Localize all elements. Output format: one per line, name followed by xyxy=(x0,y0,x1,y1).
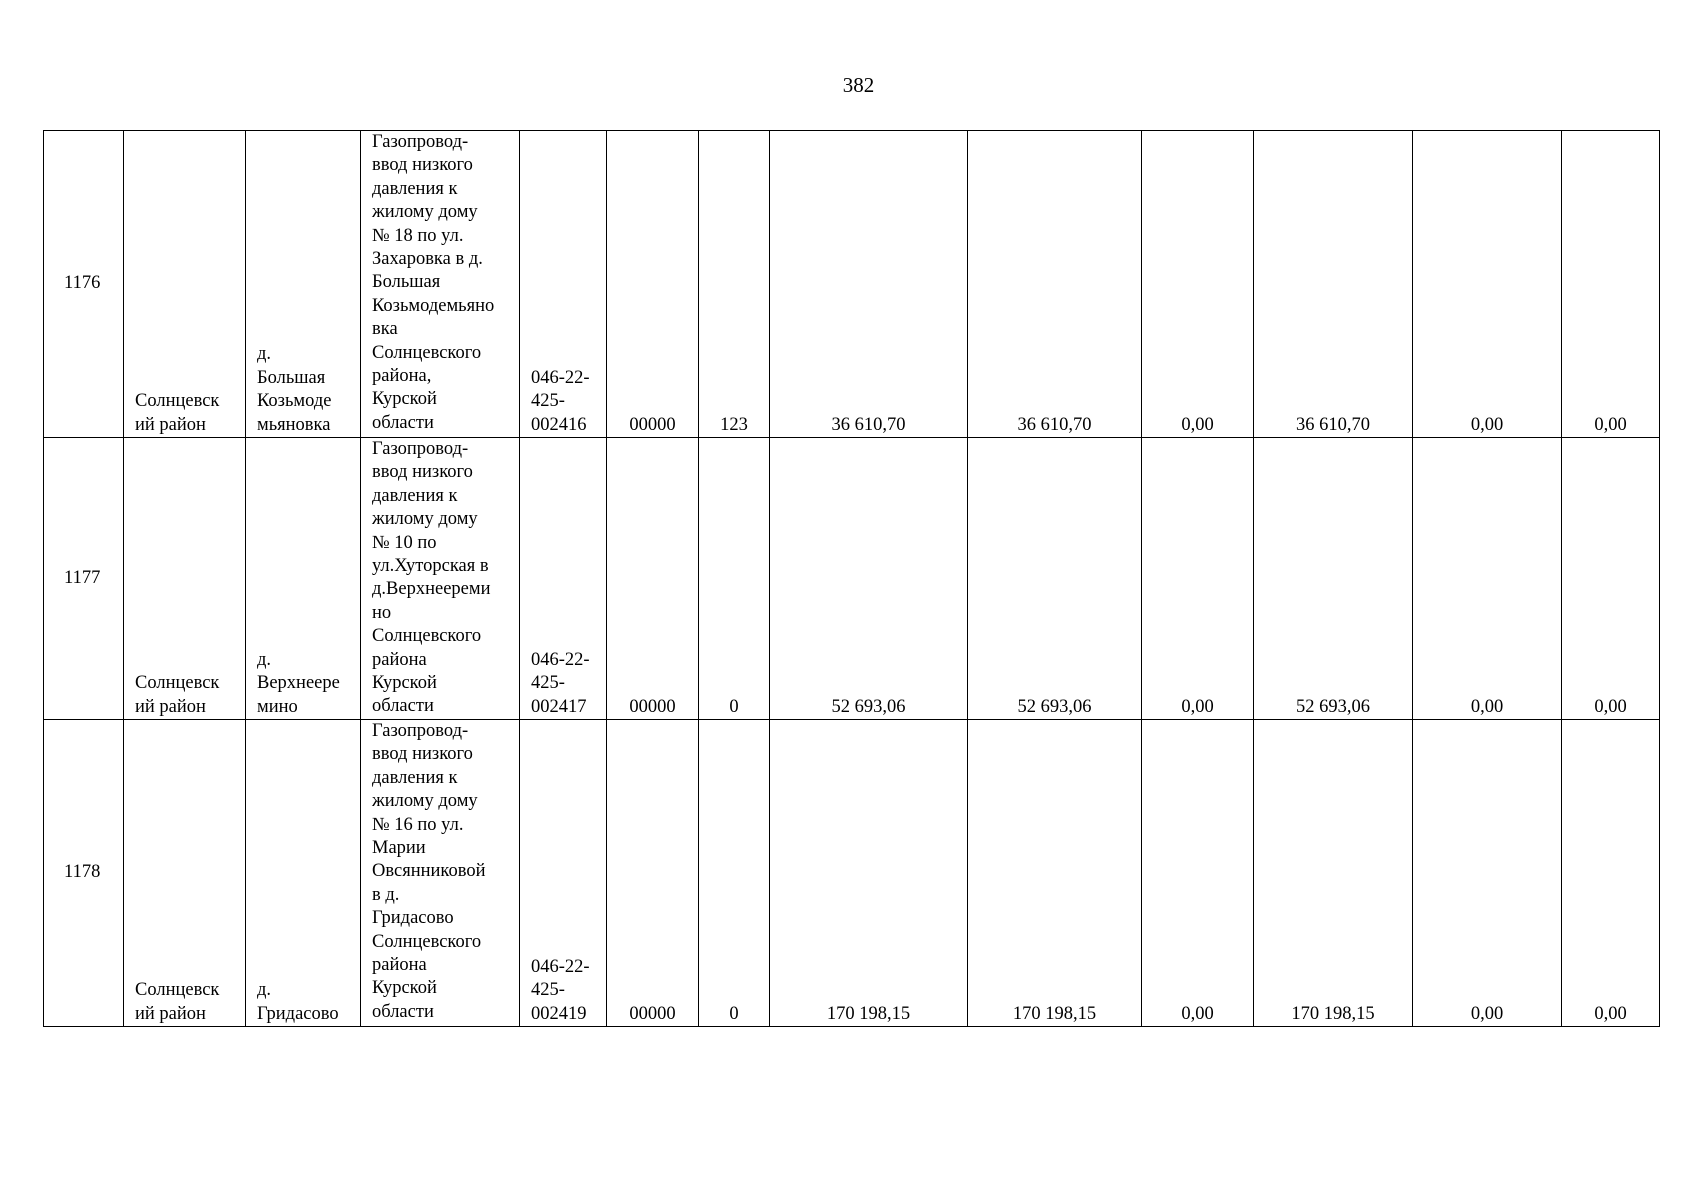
settlement-cell: д. Большая Козьмоде мьяновка xyxy=(246,131,361,438)
row-number: 1176 xyxy=(44,131,124,438)
table-row xyxy=(44,720,1660,1027)
quantity-cell: 0 xyxy=(699,438,770,720)
value-cell: 0,00 xyxy=(1142,131,1254,438)
code-cell: 00000 xyxy=(607,720,699,1027)
district-cell: Солнцевск ий район xyxy=(124,438,246,720)
object-description-cell: Газопровод- ввод низкого давления к жилому дому № 10 по ул.Хуторская в д.Верхнеереми но Солнцевского района Курской области xyxy=(361,438,520,720)
settlement-cell: д. Верхнеере мино xyxy=(246,438,361,720)
value-cell: 36 610,70 xyxy=(968,131,1142,438)
object-description-cell: Газопровод- ввод низкого давления к жилому дому № 16 по ул. Марии Овсянниковой в д. Гридасово Солнцевского района Курской области xyxy=(361,720,520,1027)
page-number: 382 xyxy=(842,73,875,97)
value-cell: 0,00 xyxy=(1142,438,1254,720)
value-cell: 170 198,15 xyxy=(968,720,1142,1027)
registry-code-cell: 046-22- 425- 002417 xyxy=(520,438,607,720)
value-cell: 52 693,06 xyxy=(770,438,968,720)
property-register-table xyxy=(43,130,1660,1027)
value-cell: 0,00 xyxy=(1142,720,1254,1027)
object-description-cell: Газопровод- ввод низкого давления к жилому дому № 18 по ул. Захаровка в д. Большая Козьмодемьяно вка Солнцевского района, Курской области xyxy=(361,131,520,438)
registry-code-cell: 046-22- 425- 002419 xyxy=(520,720,607,1027)
table-row xyxy=(44,438,1660,720)
code-cell: 00000 xyxy=(607,438,699,720)
district-cell: Солнцевск ий район xyxy=(124,131,246,438)
value-cell: 0,00 xyxy=(1413,438,1562,720)
value-cell: 0,00 xyxy=(1562,131,1660,438)
value-cell: 52 693,06 xyxy=(968,438,1142,720)
value-cell: 170 198,15 xyxy=(1254,720,1413,1027)
quantity-cell: 123 xyxy=(699,131,770,438)
registry-code-cell: 046-22- 425- 002416 xyxy=(520,131,607,438)
value-cell: 52 693,06 xyxy=(1254,438,1413,720)
value-cell: 0,00 xyxy=(1413,720,1562,1027)
quantity-cell: 0 xyxy=(699,720,770,1027)
value-cell: 36 610,70 xyxy=(1254,131,1413,438)
value-cell: 170 198,15 xyxy=(770,720,968,1027)
table-row xyxy=(44,131,1660,438)
value-cell: 0,00 xyxy=(1562,720,1660,1027)
value-cell: 36 610,70 xyxy=(770,131,968,438)
district-cell: Солнцевск ий район xyxy=(124,720,246,1027)
value-cell: 0,00 xyxy=(1413,131,1562,438)
row-number: 1178 xyxy=(44,720,124,1027)
settlement-cell: д. Гридасово xyxy=(246,720,361,1027)
value-cell: 0,00 xyxy=(1562,438,1660,720)
row-number: 1177 xyxy=(44,438,124,720)
code-cell: 00000 xyxy=(607,131,699,438)
